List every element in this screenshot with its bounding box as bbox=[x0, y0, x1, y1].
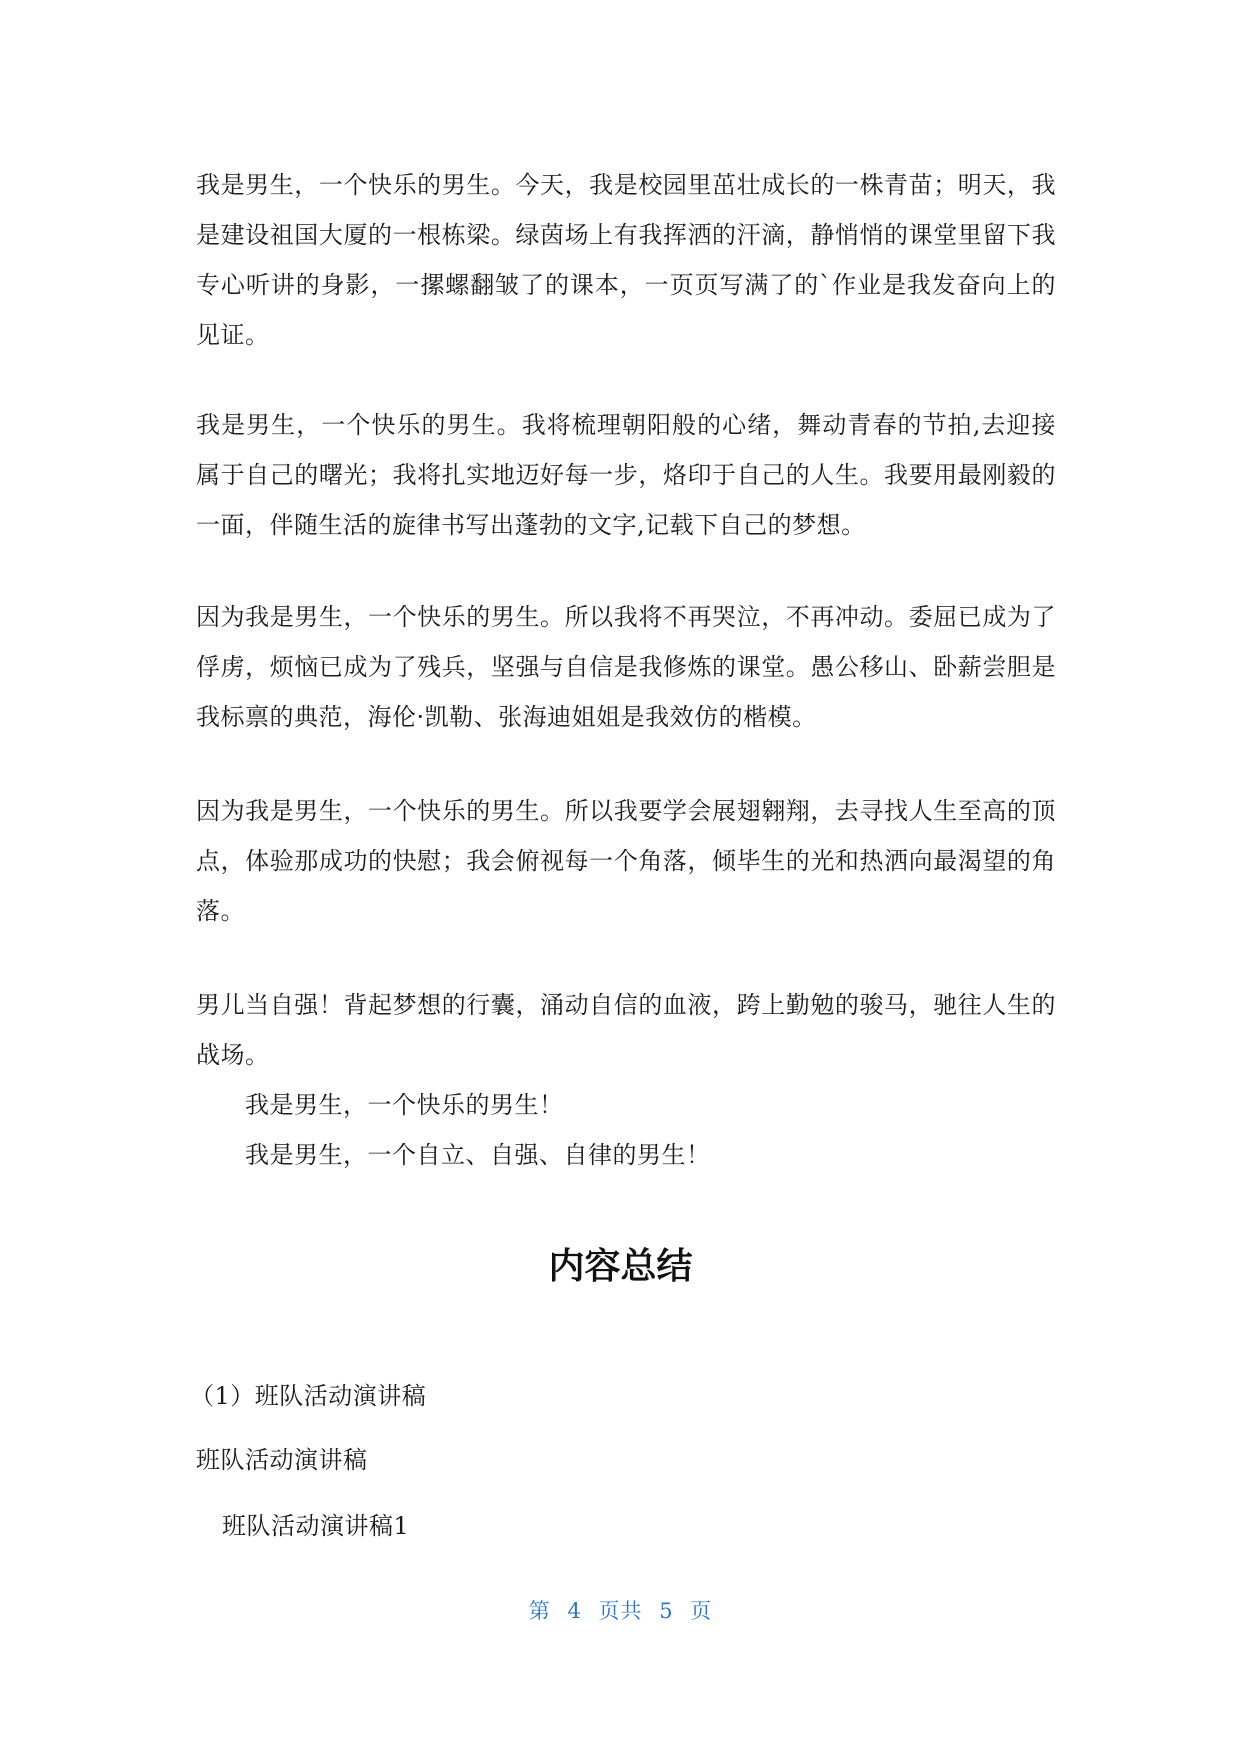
footer-prefix: 第 bbox=[528, 1599, 551, 1623]
body-paragraph-5: 男儿当自强！背起梦想的行囊，涌动自信的血液，跨上勤勉的骏马，驰往人生的战场。 bbox=[196, 991, 1056, 1069]
page-footer bbox=[0, 1596, 1241, 1626]
footer-middle: 页共 bbox=[598, 1599, 643, 1623]
closing-line-1: 我是男生，一个快乐的男生！ bbox=[245, 1091, 564, 1119]
footer-current-page: 4 bbox=[567, 1599, 582, 1623]
body-paragraph-4: 因为我是男生，一个快乐的男生。所以我要学会展翅翱翔，去寻找人生至高的顶点，体验那成功的快慰；我会俯视每一个角落，倾毕生的光和热洒向最渴望的角落。 bbox=[196, 797, 1056, 925]
summary-item-1: （1）班队活动演讲稿 bbox=[190, 1382, 427, 1410]
body-paragraph-1: 我是男生，一个快乐的男生。今天，我是校园里茁壮成长的一株青苗；明天，我是建设祖国大厦的一根栋梁。绿茵场上有我挥洒的汗滴，静悄悄的课堂里留下我专心听讲的身影，一摞螺翻皱了的课本，一页页写满了的`作业是我发奋向上的见证。 bbox=[196, 171, 1056, 349]
summary-item-3: 班队活动演讲稿1 bbox=[222, 1512, 410, 1540]
body-paragraph-3: 因为我是男生，一个快乐的男生。所以我将不再哭泣，不再冲动。委屈已成为了俘虏，烦恼已成为了残兵，坚强与自信是我修炼的课堂。愚公移山、卧薪尝胆是我标禀的典范，海伦·凯勒、张海迪姐姐是我效仿的楷模。 bbox=[196, 603, 1056, 731]
footer-suffix: 页 bbox=[690, 1599, 713, 1623]
summary-item-2: 班队活动演讲稿 bbox=[196, 1446, 368, 1474]
summary-title: 内容总结 bbox=[548, 1246, 693, 1287]
closing-line-2: 我是男生，一个自立、自强、自律的男生！ bbox=[245, 1141, 711, 1169]
footer-total-pages: 5 bbox=[659, 1599, 674, 1623]
body-paragraph-2: 我是男生，一个快乐的男生。我将梳理朝阳般的心绪，舞动青春的节拍,去迎接属于自己的曙光；我将扎实地迈好每一步，烙印于自己的人生。我要用最刚毅的一面，伴随生活的旋律书写出蓬勃的文字,记载下自己的梦想。 bbox=[196, 411, 1056, 539]
